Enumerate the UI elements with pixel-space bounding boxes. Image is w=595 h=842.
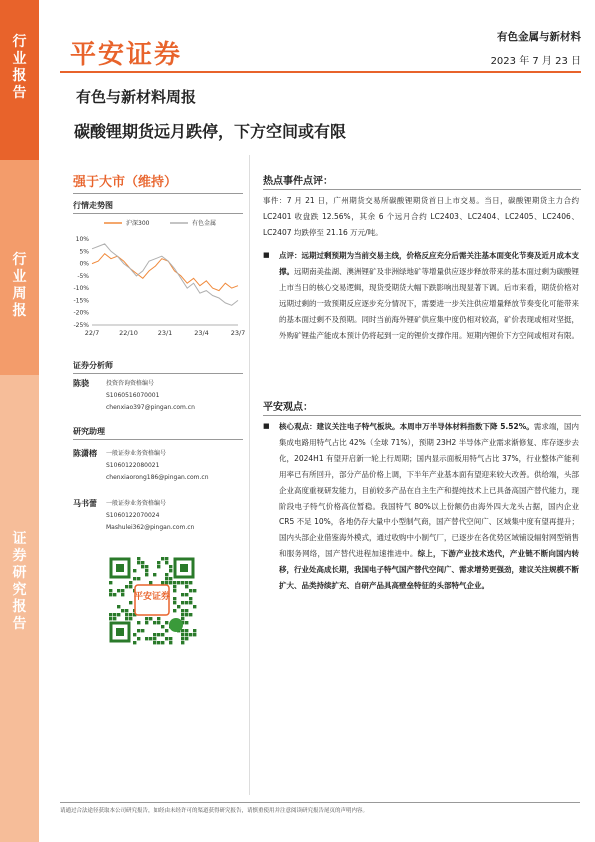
- assistant-info: [106, 498, 266, 534]
- y-tick-label: 5%: [79, 248, 89, 256]
- qr-logo-text: 平安证券: [133, 592, 171, 602]
- chart-title: 行情走势图: [73, 201, 113, 210]
- rating-label: 强于大市（维持）: [73, 175, 178, 190]
- header-divider: [60, 71, 581, 73]
- x-tick-label: 23/1: [157, 329, 173, 337]
- assistant-role: 一般证券业务资格编号: [106, 450, 167, 457]
- y-tick-label: -5%: [77, 272, 89, 280]
- rating-divider: [73, 193, 243, 194]
- analyst-email[interactable]: chenxiao397@pingan.com.cn: [106, 404, 195, 411]
- view-bullet: [263, 419, 579, 594]
- legend-series-2: 有色金属: [192, 220, 217, 227]
- footer-disclaimer: 请通过合法途径获取本公司研究报告，如经由未经许可的渠道获得研究报告，请慎重使用并注意阅读研究报告尾页的声明内容。: [60, 802, 580, 814]
- legend-series-1: 沪深300: [126, 220, 150, 227]
- analyst-divider: [73, 373, 243, 374]
- bullet-icon: ■: [263, 422, 270, 430]
- y-tick-label: 10%: [75, 236, 89, 243]
- comment-body: 远期南美盐湖、澳洲锂矿及非洲绿地矿等增量供应逐步释放带来的基本面过剩为碳酸锂上市当日的核心交易逻辑，现货受期货大幅下跌影响出现显著下调。后市来看，期货价格对远期过剩的一致预期反应逐步充分情况下，需要进一步关注供应增量释放节奏变化可能带来的基本面过剩不及预期。同时当前海外锂矿供应集中度仍相对较高，矿价表现或相对坚挺，外购矿锂盐产能成本预计仍将起到一定的锂价支撑作用。短期内锂价下方空间或相对有限。: [279, 266, 579, 340]
- assistant-name: 马书蕾: [73, 499, 97, 508]
- y-tick-label: -10%: [73, 285, 89, 293]
- trend-chart: [60, 215, 245, 345]
- plot-area: [92, 244, 238, 305]
- analyst-role: 投资咨询资格编号: [106, 380, 155, 387]
- assistant-info: [106, 448, 266, 484]
- report-headline: 碳酸锂期货远月跌停，下方空间或有限: [74, 122, 347, 141]
- assistant-name: 陈潇榕: [73, 449, 97, 458]
- analyst-info: [106, 378, 266, 414]
- x-tick-label: 23/7: [230, 329, 245, 337]
- sidebar-label-weekly: [0, 252, 39, 320]
- hot-event-title: 热点事件点评：: [263, 176, 333, 187]
- hot-event-paragraph: 事件：7 月 21 日，广州期货交易所碳酸锂期货首日上市交易。当日，碳酸锂期货主力合约 LC2401 收盘跌 12.56%，其余 6 个远月合约 LC2403、LC2404、LC2405、LC2406、LC2407 均跌停至 21.16 万元/吨。: [263, 196, 579, 237]
- view-lead: 核心观点：建议关注电子特气板块。本周申万半导体材料指数下降 5.52%。: [279, 422, 534, 431]
- view-title: 平安观点：: [263, 402, 313, 413]
- qr-code[interactable]: [107, 555, 197, 645]
- view-conclusion: 综上，下游产业技术迭代，产业链不断向国内转移，行业处高成长期，我国电子特气国产替代空间广、需求增势更强劲，建议关注规模不断扩大、品类持续扩充、自研产品具高壁垒特征的头部特气企业。: [279, 549, 580, 591]
- industry-label: 有色金属与新材料: [497, 31, 581, 43]
- x-tick-label: 22/7: [84, 329, 100, 337]
- y-axis: [73, 236, 89, 329]
- report-date: 2023 年 7 月 23 日: [490, 56, 581, 67]
- analyst-id: S1060516070001: [106, 392, 160, 399]
- sidebar-label-industry-report: [0, 34, 39, 102]
- assistant-divider: [73, 439, 243, 440]
- assistant-email[interactable]: Mashulei362@pingan.com.cn: [106, 524, 195, 531]
- hot-event-divider: [263, 189, 581, 190]
- y-tick-label: -20%: [73, 309, 89, 317]
- assistant-id: S1060122080021: [106, 462, 160, 469]
- y-tick-label: 0%: [79, 260, 89, 268]
- x-tick-label: 23/4: [194, 329, 209, 337]
- sidebar-label-2: 行业周报: [12, 252, 27, 319]
- x-axis: [85, 325, 245, 337]
- view-divider: [263, 415, 581, 416]
- sidebar-label-3: 证券研究报告: [12, 531, 27, 632]
- sidebar-label-research: [0, 531, 39, 633]
- comment-text: [279, 248, 579, 343]
- series-line-2: [92, 244, 238, 305]
- series-title: 有色与新材料周报: [76, 88, 197, 106]
- company-logo: 平安证券: [70, 40, 183, 70]
- analyst-section-title: 证券分析师: [73, 361, 113, 370]
- y-tick-label: -15%: [73, 297, 89, 305]
- assistant-email[interactable]: chenxiaorong186@pingan.com.cn: [106, 474, 209, 481]
- comment-bullet: [263, 248, 579, 343]
- assistant-section-title: 研究助理: [73, 427, 105, 436]
- view-text: [279, 419, 579, 594]
- analyst-name: 陈骁: [73, 379, 89, 388]
- chart-legend: [104, 219, 216, 227]
- y-tick-label: -25%: [73, 322, 89, 329]
- left-sidebar: [0, 0, 39, 842]
- assistant-role: 一般证券业务资格编号: [106, 500, 167, 507]
- bullet-icon: ■: [263, 251, 270, 259]
- assistant-id: S1060122070024: [106, 512, 160, 519]
- view-body: 需求端，国内集成电路用特气占比 42%（全球 71%），预期 23H2 半导体产业需求渐修复、库存逐步去化，2024H1 有望开启新一轮上行周期；国内显示面板用特气占比 37%，行业整体产能利用率已有所回升，部分产品价格上调，下半年产业基本面有望迎来较大改善。供给端，头部企业高度重视研发能力，目前较多产品在自主生产和提纯技术上已具备高国产替代能力，现阶段电子特气价格高位暂稳。我国特气 80%以上份额仍由海外四大龙头占据，国内企业 CR5 不足 10%，各地仍存大量中小型制气商，国产替代空间广、区域集中度有望再提升；国内头部企业借鉴海外模式，通过收购中小制气厂，已逐步在各优势区域铺设辐射网型销售和服务网络，国产替代进程加速推进中。: [279, 422, 579, 559]
- x-tick-label: 22/10: [119, 329, 138, 337]
- chart-title-divider: [73, 213, 243, 214]
- sidebar-label-1: 行业报告: [12, 34, 27, 101]
- comment-lead: 点评：远期过剩预期为当前交易主线，价格反应充分后需关注基本面变化节奏及近月成本支撑。: [279, 251, 579, 276]
